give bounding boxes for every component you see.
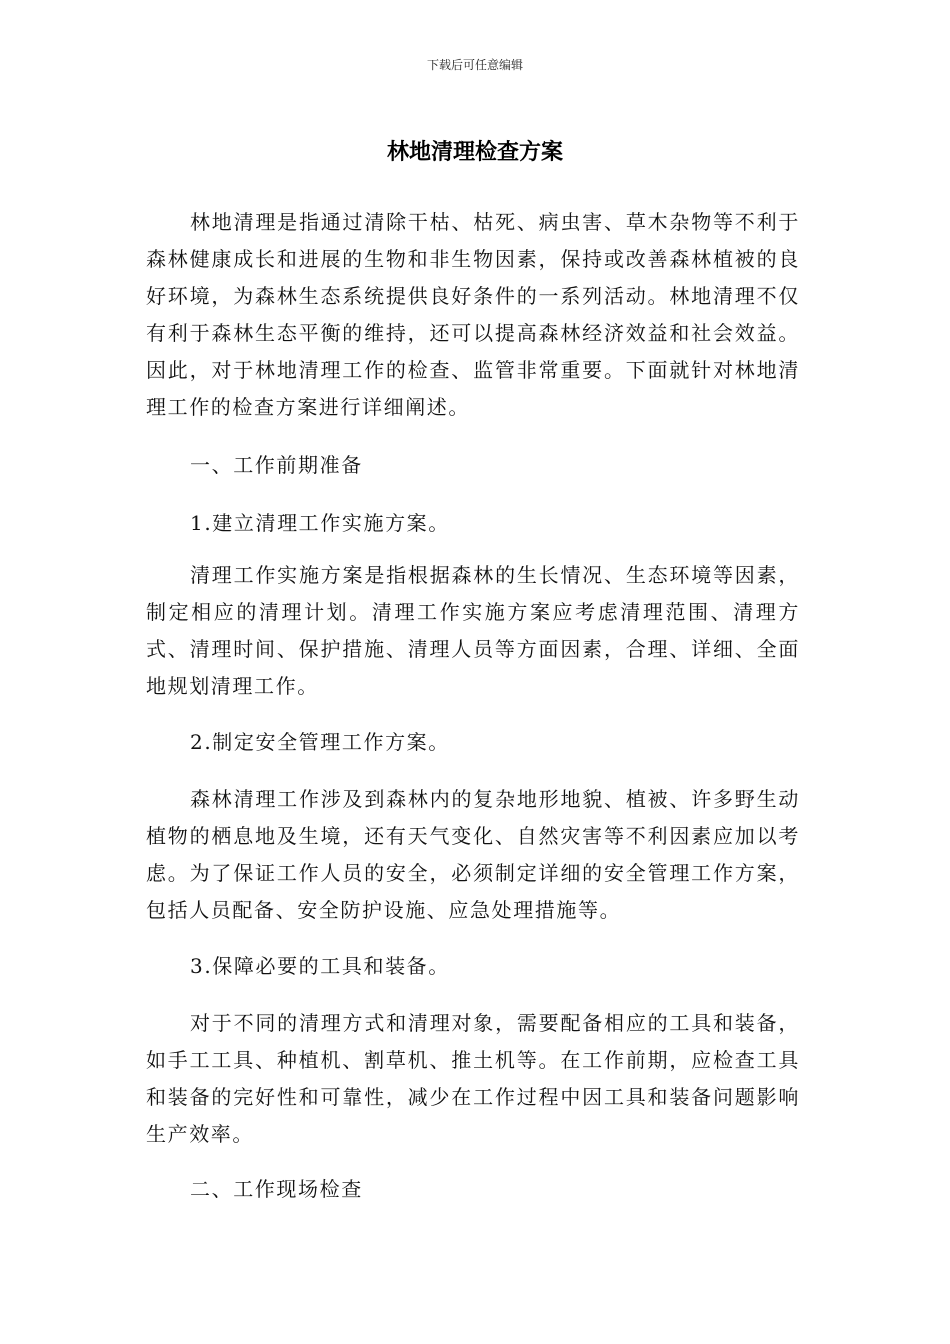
header-note: 下载后可任意编辑	[426, 58, 523, 72]
intro-paragraph: 林地清理是指通过清除干枯、枯死、病虫害、草木杂物等不利于森林健康成长和进展的生物和非生物因素，保持或改善森林植被的良好环境，为森林生态系统提供良好条件的一系列活动。林地清理不仅有利于森林生态平衡的维持，还可以提高森林经济效益和社会效益。因此，对于林地清理工作的检查、监管非常重要。下面就针对林地清理工作的检查方案进行详细阐述。	[146, 210, 800, 419]
item-heading-3: 3.保障必要的工具和装备。	[190, 954, 450, 978]
item-heading-1: 1.建立清理工作实施方案。	[190, 511, 450, 535]
item-paragraph-1: 清理工作实施方案是指根据森林的生长情况、生态环境等因素，制定相应的清理计划。清理工作实施方案应考虑清理范围、清理方式、清理时间、保护措施、清理人员等方面因素，合理、详细、全面地规划清理工作。	[146, 563, 800, 698]
item-heading-2: 2.制定安全管理工作方案。	[190, 730, 450, 754]
item-paragraph-2: 森林清理工作涉及到森林内的复杂地形地貌、植被、许多野生动植物的栖息地及生境，还有天气变化、自然灾害等不利因素应加以考虑。为了保证工作人员的安全，必须制定详细的安全管理工作方案，包括人员配备、安全防护设施、应急处理措施等。	[146, 787, 800, 922]
section-heading-2: 二、工作现场检查	[190, 1177, 363, 1201]
section-heading-1: 一、工作前期准备	[190, 453, 363, 477]
document-title: 林地清理检查方案	[386, 140, 563, 165]
item-paragraph-3: 对于不同的清理方式和清理对象，需要配备相应的工具和装备，如手工工具、种植机、割草机、推土机等。在工作前期，应检查工具和装备的完好性和可靠性，减少在工作过程中因工具和装备问题影响生产效率。	[146, 1011, 800, 1146]
